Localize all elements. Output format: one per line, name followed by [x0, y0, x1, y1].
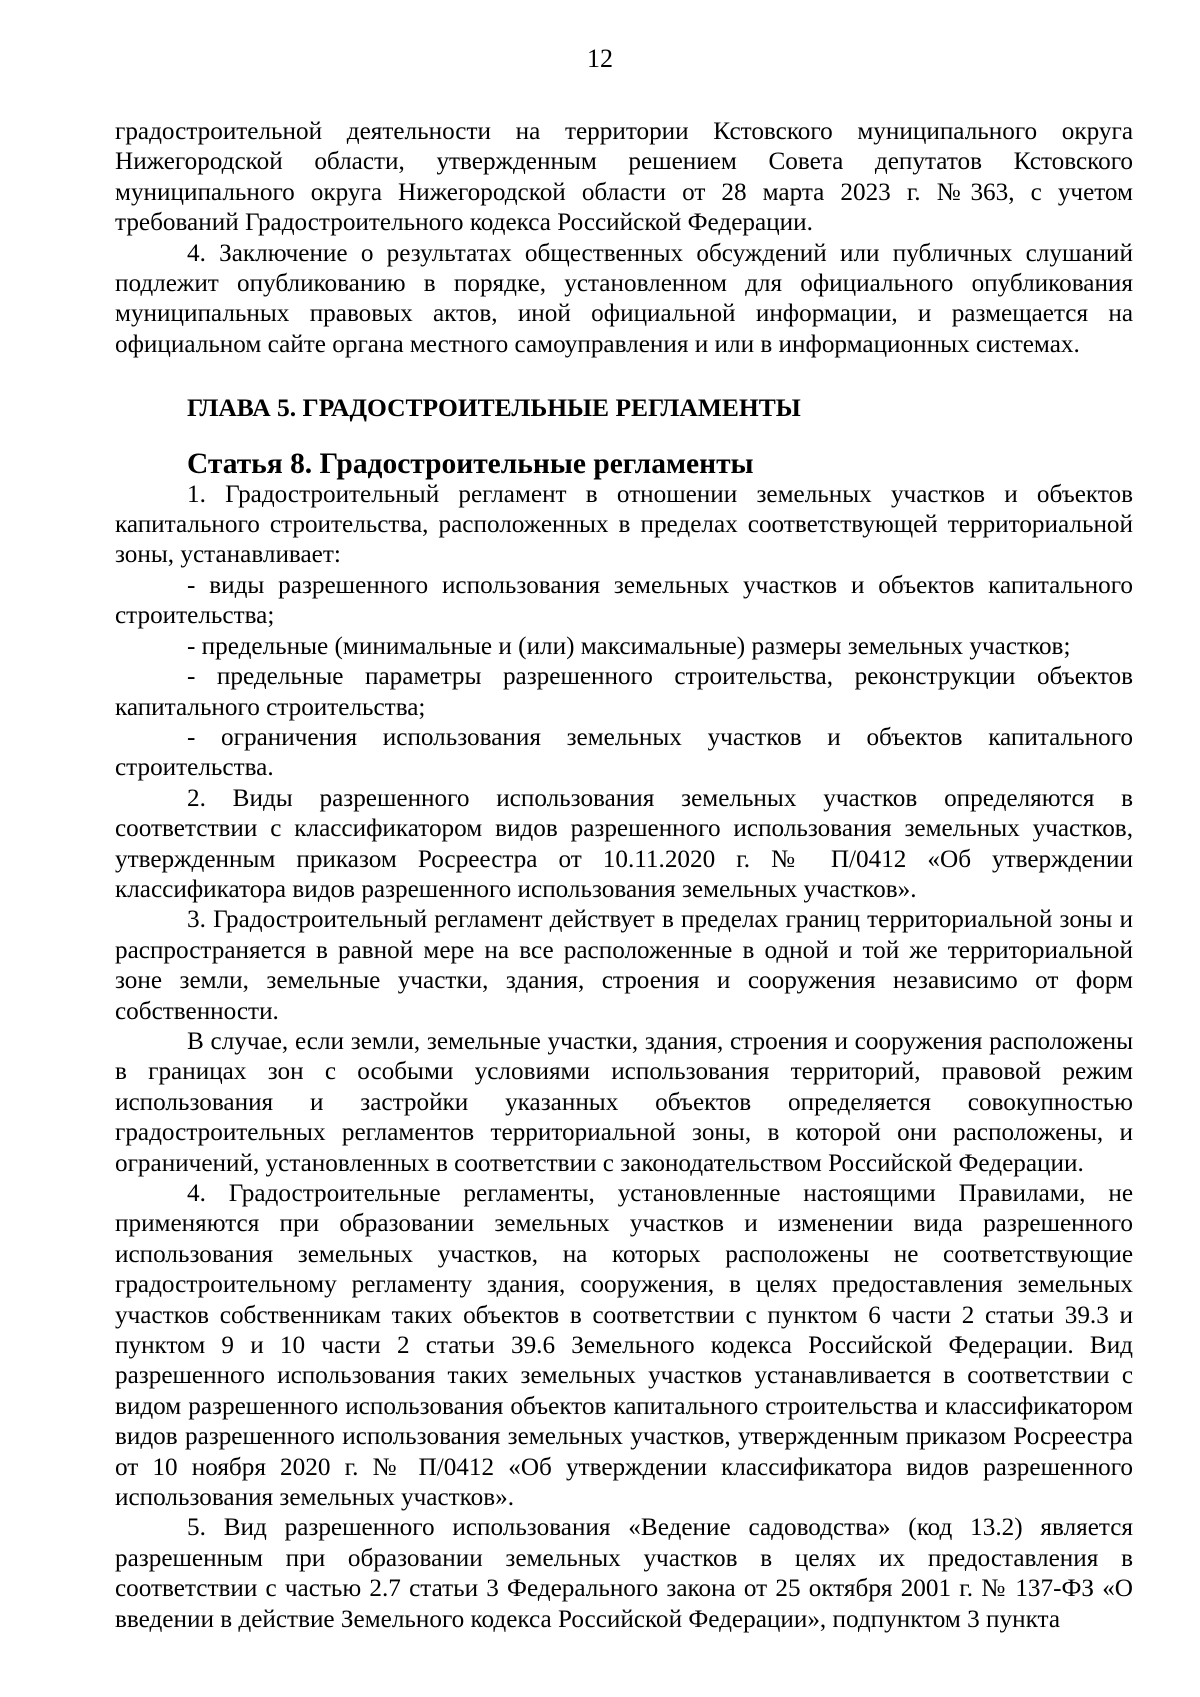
- chapter-heading: ГЛАВА 5. ГРАДОСТРОИТЕЛЬНЫЕ РЕГЛАМЕНТЫ: [187, 393, 801, 423]
- list-item-usage-restrictions: - ограничения использования земельных участков и объектов капитального строительства.: [115, 723, 1133, 782]
- paragraph-regulation-establishes: 1. Градостроительный регламент в отношении земельных участков и объектов капитального строительства, расположенных в пределах соответствующей территориальной зоны, устанавливает:: [115, 480, 1133, 569]
- paragraph-regulation-scope: 3. Градостроительный регламент действует в пределах границ территориальной зоны и распространяется в равной мере на все расположенные в одной и той же территориальной зоне земли, земельные участки, здания, строения и сооружения независимо от форм собственности.: [115, 906, 1133, 1025]
- paragraph-gardening-use: 5. Вид разрешенного использования «Ведение садоводства» (код 13.2) является разрешенным при образовании земельных участков в целях их предоставления в соответствии с частью 2.7 статьи 3 Федерального закона от 25 октября 2001 г. № 137-ФЗ «О введении в действие Земельного кодекса Российской Федерации», подпунктом 3 пункта: [115, 1514, 1133, 1633]
- paragraph-conclusion-publication: 4. Заключение о результатах общественных обсуждений или публичных слушаний подлежит опубликованию в порядке, установленном для официального опубликования муниципальных правовых актов, иной официальной информации, и размещается на официальном сайте органа местного самоуправления и или в информационных системах.: [115, 239, 1133, 358]
- page-number: 12: [587, 44, 613, 73]
- list-item-plot-sizes: - предельные (минимальные и (или) максимальные) размеры земельных участков;: [187, 632, 1071, 660]
- list-item-construction-parameters: - предельные параметры разрешенного строительства, реконструкции объектов капитального строительства;: [115, 663, 1133, 721]
- paragraph-special-zones: В случае, если земли, земельные участки, здания, строения и сооружения расположены в границах зон с особыми условиями использования территорий, правовой режим использования и застройки указанных объектов определяется совокупностью градостроительных регламентов территориальной зоны, в которой они расположены, и ограничений, установленных в соответствии с законодательством Российской Федерации.: [115, 1027, 1133, 1177]
- article-heading: Статья 8. Градостроительные регламенты: [187, 448, 754, 481]
- paragraph-regulation-exceptions: 4. Градостроительные регламенты, установленные настоящими Правилами, не применяются при образовании земельных участков и изменении вида разрешенного использования земельных участков, на которых расположены не соответствующие градостроительному регламенту здания, сооружения, в целях предоставления земельных участков собственникам таких объектов в соответствии с пунктом 6 части 2 статьи 39.3 и пунктом 9 и 10 части 2 статьи 39.6 Земельного кодекса Российской Федерации. Вид разрешенного использования таких земельных участков устанавливается в соответствии с видом разрешенного использования объектов капитального строительства и классификатором видов разрешенного использования земельных участков, утвержденным приказом Росреестра от 10 ноября 2020 г. № П/0412 «Об утверждении классификатора видов разрешенного использования земельных участков».: [115, 1180, 1133, 1512]
- paragraph-permitted-use-classifier: 2. Виды разрешенного использования земельных участков определяются в соответствии с классификатором видов разрешенного использования земельных участков, утвержденным приказом Росреестра от 10.11.2020 г. № П/0412 «Об утверждении классификатора видов разрешенного использования земельных участков».: [115, 784, 1133, 903]
- document-body: [115, 117, 1133, 1635]
- paragraph-continuation: градостроительной деятельности на территории Кстовского муниципального округа Нижегородской области, утвержденным решением Совета депутатов Кстовского муниципального округа Нижегородской области от 28 марта 2023 г. №363, с учетом требований Градостроительного кодекса Российской Федерации.: [115, 118, 1133, 237]
- list-item-permitted-use: - виды разрешенного использования земельных участков и объектов капитального строительства;: [115, 571, 1133, 630]
